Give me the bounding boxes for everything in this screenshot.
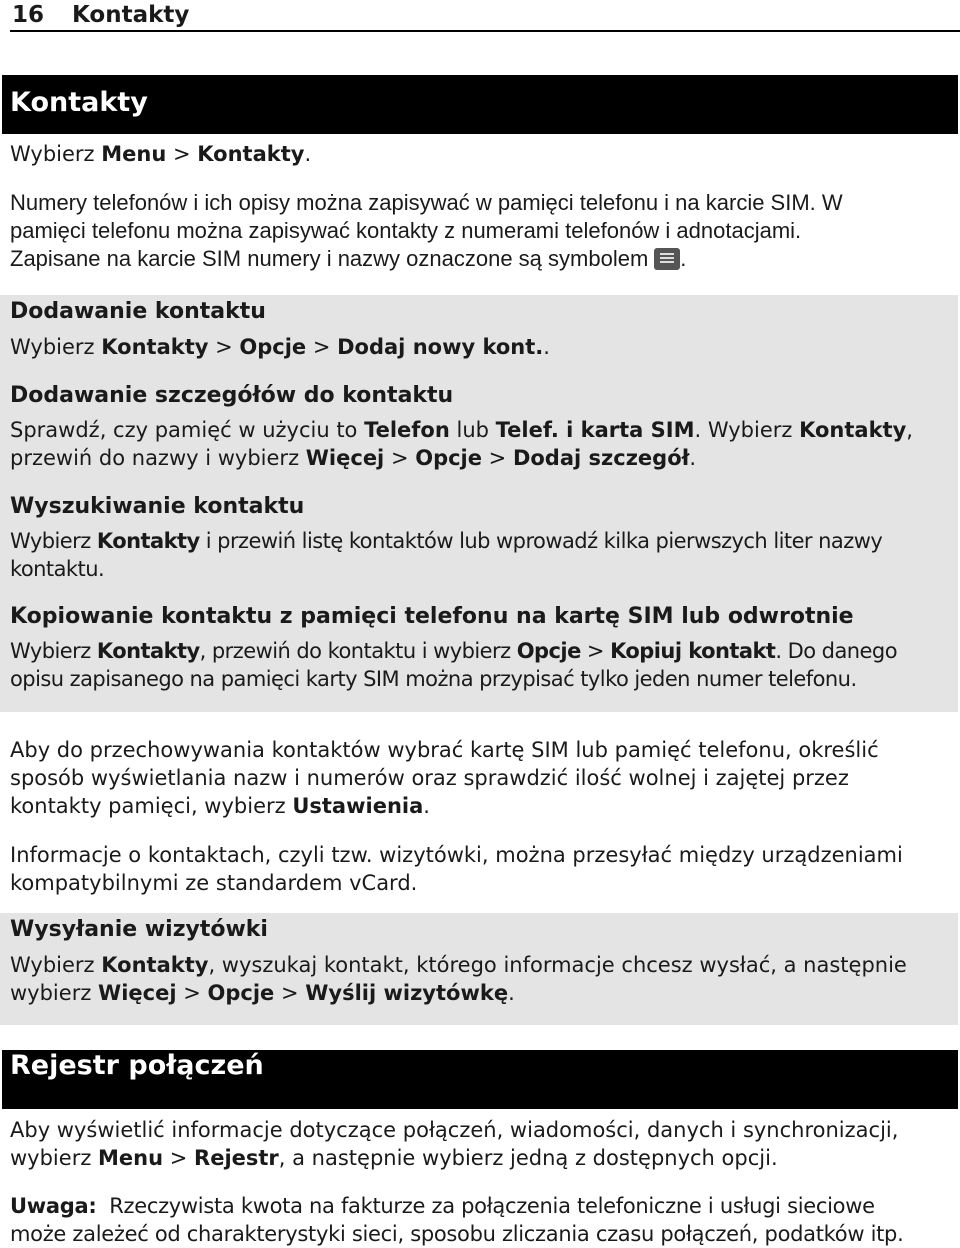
add-instructions: Wybierz Kontakty > Opcje > Dodaj nowy kont..: [10, 335, 550, 359]
heading-text: Kontakty: [10, 87, 148, 118]
section-heading-rejestr: [2, 1050, 958, 1109]
send-card-instructions: Wybierz Kontakty, wyszukaj kontakt, którego informacje chcesz wysłać, a następnie wybierz Więcej > Opcje > Wyślij wizytówkę.: [10, 953, 907, 1005]
details-instructions: Sprawdź, czy pamięć w użyciu to Telefon lub Telef. i karta SIM. Wybierz Kontakty, przewiń do nazwy i wybierz Więcej > Opcje > Dodaj szczegół.: [10, 418, 913, 470]
vcard-paragraph: Informacje o kontaktach, czyli tzw. wizytówki, można przesyłać między urządzeniami kompatybilnymi ze standardem vCard.: [10, 843, 903, 895]
description-paragraph: Numery telefonów i ich opisy można zapisywać w pamięci telefonu i na karcie SIM. W pamięci telefonu można zapisywać kontakty z numerami telefonów i adnotacjami. Zapisane na karcie SIM numery i nazwy oznaczone są symbolem .: [10, 190, 843, 271]
copy-instructions: Wybierz Kontakty, przewiń do kontaktu i wybierz Opcje > Kopiuj kontakt. Do danego opisu zapisanego na pamięci karty SIM można przypisać tylko jeden numer telefonu.: [10, 639, 897, 691]
section-heading-kontakty: [2, 75, 958, 134]
section-title-copy: Kopiowanie kontaktu z pamięci telefonu na kartę SIM lub odwrotnie: [10, 604, 854, 629]
menu-path-item: Kontakty: [197, 142, 305, 166]
sim-card-icon: [654, 248, 680, 270]
settings-paragraph: Aby do przechowywania kontaktów wybrać kartę SIM lub pamięć telefonu, określić sposób wyświetlania nazw i numerów oraz sprawdzić ilość wolnej i zajętej przez kontakty pamięci, wybierz Ustawienia.: [10, 738, 879, 818]
page-number: 16: [12, 2, 45, 28]
section-title-search: Wyszukiwanie kontaktu: [10, 494, 305, 519]
note-label: Uwaga:: [10, 1194, 97, 1218]
running-title: Kontakty: [72, 2, 190, 28]
menu-path-item: Menu: [101, 142, 167, 166]
rejestr-paragraph: Aby wyświetlić informacje dotyczące połączeń, wiadomości, danych i synchronizacji, wybierz Menu > Rejestr, a następnie wybierz jedną z dostępnych opcji.: [10, 1118, 899, 1170]
intro-line: Wybierz Menu > Kontakty.: [10, 142, 312, 166]
section-title-send-card: Wysyłanie wizytówki: [10, 917, 268, 942]
page-header: [10, 0, 960, 32]
note-paragraph: Uwaga: Rzeczywista kwota na fakturze za połączenia telefoniczne i usługi sieciowe może zależeć od charakterystyki sieci, sposobu zliczania czasu połączeń, podatków itp.: [10, 1194, 904, 1246]
search-instructions: Wybierz Kontakty i przewiń listę kontaktów lub wprowadź kilka pierwszych liter nazwy kontaktu.: [10, 529, 883, 581]
section-title-add: Dodawanie kontaktu: [10, 299, 266, 324]
heading-text: Rejestr połączeń: [10, 1050, 264, 1081]
section-title-details: Dodawanie szczegółów do kontaktu: [10, 383, 454, 408]
